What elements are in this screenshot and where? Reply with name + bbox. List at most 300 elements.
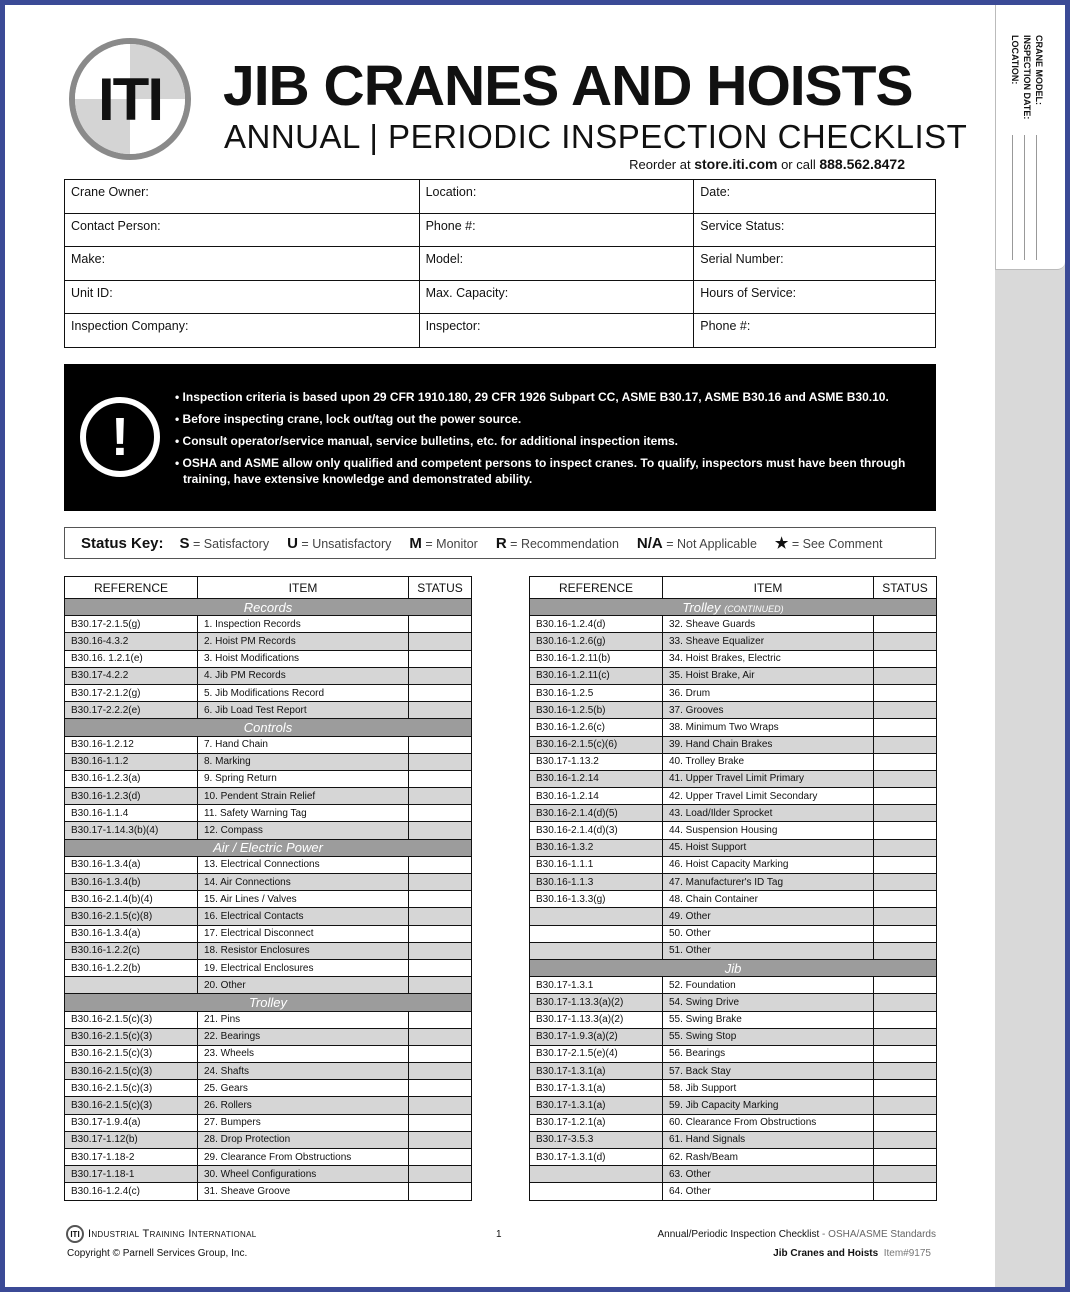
reference-cell: B30.16-1.2.5 (530, 684, 663, 701)
reference-cell: B30.17-1.2.1(a) (530, 1114, 663, 1131)
status-meaning: Satisfactory (203, 536, 270, 551)
status-cell[interactable] (409, 1063, 472, 1080)
reference-cell: B30.17-1.13.3(a)(2) (530, 994, 663, 1011)
status-cell[interactable] (409, 942, 472, 959)
status-cell[interactable] (409, 1028, 472, 1045)
item-cell: 50. Other (663, 925, 874, 942)
reference-cell: B30.17-3.5.3 (530, 1131, 663, 1148)
reference-cell: B30.17-1.13.2 (530, 753, 663, 770)
status-cell[interactable] (409, 1131, 472, 1148)
info-field[interactable]: Phone #: (694, 314, 936, 348)
reference-cell: B30.17-2.1.5(e)(4) (530, 1045, 663, 1062)
status-key-item (496, 535, 619, 552)
side-tab-fields (995, 5, 1065, 270)
table-row (65, 1097, 472, 1114)
status-cell[interactable] (874, 1131, 937, 1148)
table-row (65, 684, 472, 701)
reference-cell: B30.16-2.1.4(d)(5) (530, 805, 663, 822)
table-row (530, 1097, 937, 1114)
item-cell: 35. Hoist Brake, Air (663, 667, 874, 684)
item-cell: 64. Other (663, 1183, 874, 1200)
item-cell: 38. Minimum Two Wraps (663, 719, 874, 736)
section-name: Jib (724, 960, 742, 976)
status-cell[interactable] (409, 770, 472, 787)
status-cell[interactable] (409, 650, 472, 667)
status-cell[interactable] (874, 702, 937, 719)
notice-item: • Before inspecting crane, lock out/tag out the power source. (175, 412, 522, 426)
info-field[interactable]: Max. Capacity: (419, 280, 694, 314)
status-cell[interactable] (409, 667, 472, 684)
reorder-phone: 888.562.8472 (819, 156, 905, 172)
item-cell: 45. Hoist Support (663, 839, 874, 856)
status-meaning: Not Applicable (677, 536, 757, 551)
status-code: S (179, 534, 190, 552)
table-row (65, 1131, 472, 1148)
reference-cell: B30.16-2.1.5(c)(3) (65, 1045, 198, 1062)
item-cell: 47. Manufacturer's ID Tag (663, 874, 874, 891)
status-cell[interactable] (874, 1149, 937, 1166)
reference-cell: B30.17-1.14.3(b)(4) (65, 822, 198, 839)
table-row (530, 874, 937, 891)
status-cell[interactable] (874, 719, 937, 736)
table-row (530, 942, 937, 959)
item-cell: 5. Jib Modifications Record (198, 684, 409, 701)
table-row (530, 770, 937, 787)
status-cell[interactable] (874, 616, 937, 633)
status-cell[interactable] (409, 856, 472, 873)
reference-cell: B30.16-2.1.4(d)(3) (530, 822, 663, 839)
status-code: ★ (774, 535, 789, 552)
reference-cell: B30.17-2.2.2(e) (65, 702, 198, 719)
status-cell[interactable] (874, 908, 937, 925)
table-row (65, 736, 472, 753)
status-cell[interactable] (874, 667, 937, 684)
status-cell[interactable] (409, 788, 472, 805)
table-row (65, 667, 472, 684)
table-row (65, 1149, 472, 1166)
item-cell: 52. Foundation (663, 977, 874, 994)
status-meaning: Unsatisfactory (312, 536, 392, 551)
reference-cell: B30.17-1.12(b) (65, 1131, 198, 1148)
status-cell[interactable] (874, 856, 937, 873)
doc-title: Annual/Periodic Inspection Checklist (657, 1229, 820, 1240)
doc-title-line (605, 1229, 936, 1240)
table-row (65, 633, 472, 650)
item-cell: 39. Hand Chain Brakes (663, 736, 874, 753)
reference-cell: B30.16-2.1.5(c)(3) (65, 1080, 198, 1097)
status-key-item (409, 535, 477, 552)
reference-cell: B30.16-2.1.5(c)(3) (65, 1028, 198, 1045)
status-cell[interactable] (409, 1080, 472, 1097)
reference-cell (530, 1183, 663, 1200)
status-cell[interactable] (874, 788, 937, 805)
item-cell: 25. Gears (198, 1080, 409, 1097)
status-cell[interactable] (409, 753, 472, 770)
item-cell: 46. Hoist Capacity Marking (663, 856, 874, 873)
reference-cell: B30.17-1.9.4(a) (65, 1114, 198, 1131)
status-key-label: Status Key: (81, 534, 164, 552)
info-field[interactable]: Hours of Service: (694, 280, 936, 314)
status-cell[interactable] (409, 822, 472, 839)
reference-cell: B30.17-2.1.2(g) (65, 684, 198, 701)
status-cell[interactable] (874, 650, 937, 667)
item-cell: 1. Inspection Records (198, 616, 409, 633)
status-meaning: Monitor (436, 536, 478, 551)
reference-cell: B30.17-1.3.1(a) (530, 1063, 663, 1080)
status-cell[interactable] (409, 736, 472, 753)
reference-cell (530, 1166, 663, 1183)
reference-cell: B30.16-1.1.4 (65, 805, 198, 822)
table-row (65, 856, 472, 873)
section-note: (CONTINUED) (724, 603, 784, 614)
table-row (65, 616, 472, 633)
status-cell[interactable] (874, 1080, 937, 1097)
item-cell: 29. Clearance From Obstructions (198, 1149, 409, 1166)
notice-item: • Inspection criteria is based upon 29 CFR 1910.180, 29 CFR 1926 Subpart CC, ASME B30.17, ASME B30.16 and ASME B30.10. (175, 390, 889, 404)
table-row (530, 667, 937, 684)
status-cell[interactable] (874, 1011, 937, 1028)
item-cell: 23. Wheels (198, 1045, 409, 1062)
reference-cell: B30.16-1.2.11(b) (530, 650, 663, 667)
item-cell: 41. Upper Travel Limit Primary (663, 770, 874, 787)
reference-cell: B30.17-2.1.5(g) (65, 616, 198, 633)
item-cell: 15. Air Lines / Valves (198, 891, 409, 908)
section-name: Trolley (682, 599, 721, 615)
info-field[interactable]: Make: (65, 247, 420, 281)
side-crane-model-line[interactable] (1036, 135, 1037, 260)
item-cell: 57. Back Stay (663, 1063, 874, 1080)
status-cell[interactable] (409, 959, 472, 976)
column-header-status: STATUS (874, 577, 937, 599)
reorder-line (625, 156, 905, 172)
item-cell: 51. Other (663, 942, 874, 959)
reference-cell: B30.16-1.3.4(a) (65, 925, 198, 942)
status-cell[interactable] (409, 1045, 472, 1062)
item-cell: 59. Jib Capacity Marking (663, 1097, 874, 1114)
status-cell[interactable] (409, 805, 472, 822)
section-title (65, 719, 472, 736)
status-cell[interactable] (874, 994, 937, 1011)
reorder-url-link[interactable]: store.iti.com (694, 156, 778, 172)
status-code: U (287, 534, 298, 552)
table-row (530, 856, 937, 873)
reference-cell: B30.16-2.1.4(b)(4) (65, 891, 198, 908)
table-row (530, 702, 937, 719)
section-header (65, 599, 472, 616)
column-header-status: STATUS (409, 577, 472, 599)
table-row (65, 1045, 472, 1062)
info-field[interactable]: Contact Person: (65, 213, 420, 247)
section-title (530, 599, 937, 616)
status-cell[interactable] (874, 1028, 937, 1045)
side-location-line[interactable] (1012, 135, 1013, 260)
table-row (530, 650, 937, 667)
table-row (65, 770, 472, 787)
info-field[interactable]: Service Status: (694, 213, 936, 247)
status-cell[interactable] (874, 1166, 937, 1183)
item-cell: 34. Hoist Brakes, Electric (663, 650, 874, 667)
item-cell: 13. Electrical Connections (198, 856, 409, 873)
table-row (65, 959, 472, 976)
status-key (64, 527, 936, 559)
status-cell[interactable] (874, 942, 937, 959)
item-cell: 20. Other (198, 977, 409, 994)
table-row (530, 1183, 937, 1200)
reference-cell: B30.16-4.3.2 (65, 633, 198, 650)
reference-cell: B30.16-1.1.1 (530, 856, 663, 873)
side-crane-model-label: CRANE MODEL: (1034, 35, 1044, 105)
item-cell: 54. Swing Drive (663, 994, 874, 1011)
info-row (65, 180, 936, 214)
status-cell[interactable] (874, 770, 937, 787)
equals-sign: = (421, 536, 437, 551)
column-header-reference: REFERENCE (65, 577, 198, 599)
table-row (65, 805, 472, 822)
column-header-item: ITEM (663, 577, 874, 599)
item-cell: 28. Drop Protection (198, 1131, 409, 1148)
reference-cell: B30.16-1.2.14 (530, 788, 663, 805)
table-row (530, 822, 937, 839)
status-cell[interactable] (874, 805, 937, 822)
equals-sign: = (662, 536, 677, 551)
reference-cell: B30.16-1.2.3(a) (65, 770, 198, 787)
footer-brand-name: Industrial Training International (88, 1228, 257, 1240)
status-key-item (637, 535, 757, 552)
item-cell: 19. Electrical Enclosures (198, 959, 409, 976)
item-cell: 43. Load/Ilder Sprocket (663, 805, 874, 822)
item-cell: 60. Clearance From Obstructions (663, 1114, 874, 1131)
status-cell[interactable] (409, 1114, 472, 1131)
item-cell: 2. Hoist PM Records (198, 633, 409, 650)
table-row (530, 1028, 937, 1045)
page-subtitle: ANNUAL | PERIODIC INSPECTION CHECKLIST (224, 118, 968, 155)
info-field[interactable]: Serial Number: (694, 247, 936, 281)
table-row (65, 650, 472, 667)
equals-sign: = (189, 536, 204, 551)
info-row (65, 213, 936, 247)
item-cell: 44. Suspension Housing (663, 822, 874, 839)
status-cell[interactable] (409, 891, 472, 908)
item-cell: 24. Shafts (198, 1063, 409, 1080)
reference-cell: B30.16-2.1.5(c)(3) (65, 1063, 198, 1080)
item-cell: 27. Bumpers (198, 1114, 409, 1131)
table-row (65, 1080, 472, 1097)
item-cell: 3. Hoist Modifications (198, 650, 409, 667)
iti-logo (69, 38, 191, 160)
reference-cell: B30.16-1.2.2(c) (65, 942, 198, 959)
equals-sign: = (788, 537, 803, 551)
item-cell: 12. Compass (198, 822, 409, 839)
info-field[interactable]: Location: (419, 180, 694, 214)
reference-cell: B30.16-2.1.5(c)(8) (65, 908, 198, 925)
section-header (65, 994, 472, 1011)
item-cell: 8. Marking (198, 753, 409, 770)
section-header (530, 599, 937, 616)
info-field[interactable]: Crane Owner: (65, 180, 420, 214)
item-cell: 30. Wheel Configurations (198, 1166, 409, 1183)
status-cell[interactable] (409, 684, 472, 701)
item-cell: 62. Rash/Beam (663, 1149, 874, 1166)
reference-cell (530, 908, 663, 925)
reference-cell: B30.16-1.2.5(b) (530, 702, 663, 719)
item-cell: 42. Upper Travel Limit Secondary (663, 788, 874, 805)
table-row (65, 788, 472, 805)
status-cell[interactable] (874, 891, 937, 908)
status-cell[interactable] (874, 633, 937, 650)
table-row (65, 1166, 472, 1183)
reference-cell (530, 925, 663, 942)
info-row (65, 280, 936, 314)
table-row (530, 684, 937, 701)
status-cell[interactable] (874, 839, 937, 856)
notice-item: • Consult operator/service manual, service bulletins, etc. for additional inspection items. (175, 434, 678, 448)
info-field[interactable]: Unit ID: (65, 280, 420, 314)
table-row (530, 753, 937, 770)
side-inspection-date-line[interactable] (1024, 135, 1025, 260)
side-location-label: LOCATION: (1010, 35, 1020, 85)
table-row (65, 1028, 472, 1045)
table-row (65, 753, 472, 770)
section-title (65, 994, 472, 1011)
equals-sign: = (297, 536, 313, 551)
reference-cell: B30.16-1.2.14 (530, 770, 663, 787)
item-cell: 31. Sheave Groove (198, 1183, 409, 1200)
status-cell[interactable] (409, 633, 472, 650)
safety-notice (64, 364, 936, 511)
status-cell[interactable] (409, 1097, 472, 1114)
reference-cell: B30.16-1.2.11(c) (530, 667, 663, 684)
table-row (65, 1114, 472, 1131)
item-cell: 22. Bearings (198, 1028, 409, 1045)
reference-cell: B30.16-1.2.2(b) (65, 959, 198, 976)
reference-cell: B30.16-2.1.5(c)(3) (65, 1097, 198, 1114)
table-row (530, 1149, 937, 1166)
status-cell[interactable] (874, 874, 937, 891)
item-cell: 7. Hand Chain (198, 736, 409, 753)
info-field[interactable]: Inspection Company: (65, 314, 420, 348)
status-cell[interactable] (874, 736, 937, 753)
page-title: JIB CRANES AND HOISTS (223, 54, 913, 118)
info-field[interactable]: Phone #: (419, 213, 694, 247)
table-row (65, 1011, 472, 1028)
item-cell: 16. Electrical Contacts (198, 908, 409, 925)
info-field[interactable]: Date: (694, 180, 936, 214)
status-cell[interactable] (409, 908, 472, 925)
status-cell[interactable] (874, 822, 937, 839)
info-row (65, 314, 936, 348)
reference-cell: B30.16-1.2.4(d) (530, 616, 663, 633)
notice-item: • OSHA and ASME allow only qualified and competent persons to inspect cranes. To qualify, inspectors must have been through training, have extensive knowledge and demonstrated ability. (175, 456, 906, 486)
equals-sign: = (506, 536, 521, 551)
page-number: 1 (496, 1229, 502, 1240)
section-name: Air / Electric Power (213, 840, 323, 856)
section-title (65, 839, 472, 856)
table-row (530, 839, 937, 856)
status-cell[interactable] (409, 1149, 472, 1166)
section-header (530, 959, 937, 976)
reference-cell: B30.16-1.2.3(d) (65, 788, 198, 805)
item-cell: 6. Jib Load Test Report (198, 702, 409, 719)
item-cell: 14. Air Connections (198, 874, 409, 891)
table-row (65, 822, 472, 839)
status-cell[interactable] (874, 1045, 937, 1062)
item-number: Item#9175 (883, 1248, 931, 1259)
reference-cell: B30.17-1.3.1(a) (530, 1097, 663, 1114)
table-row (530, 1063, 937, 1080)
status-cell[interactable] (409, 1183, 472, 1200)
status-cell[interactable] (874, 1183, 937, 1200)
item-cell: 17. Electrical Disconnect (198, 925, 409, 942)
reorder-mid: or call (777, 157, 820, 172)
copyright: Copyright © Parnell Services Group, Inc. (67, 1248, 248, 1259)
status-cell[interactable] (874, 925, 937, 942)
table-row (65, 977, 472, 994)
status-cell[interactable] (409, 1166, 472, 1183)
table-row (530, 1080, 937, 1097)
table-row (530, 908, 937, 925)
item-cell: 58. Jib Support (663, 1080, 874, 1097)
status-cell[interactable] (409, 874, 472, 891)
section-name: Trolley (248, 994, 288, 1010)
status-cell[interactable] (874, 1114, 937, 1131)
section-title (530, 959, 937, 976)
section-header (65, 839, 472, 856)
section-name: Records (243, 599, 293, 615)
status-meaning: See Comment (802, 537, 883, 551)
reference-cell: B30.16-2.1.5(c)(6) (530, 736, 663, 753)
item-cell: 9. Spring Return (198, 770, 409, 787)
reference-cell (530, 942, 663, 959)
table-row (65, 874, 472, 891)
info-field[interactable]: Model: (419, 247, 694, 281)
table-row (530, 891, 937, 908)
reference-cell: B30.16-1.2.12 (65, 736, 198, 753)
reference-cell: B30.17-1.3.1(d) (530, 1149, 663, 1166)
reference-cell: B30.16-2.1.5(c)(3) (65, 1011, 198, 1028)
table-row (530, 1114, 937, 1131)
status-cell[interactable] (874, 684, 937, 701)
status-cell[interactable] (409, 925, 472, 942)
item-cell: 37. Grooves (663, 702, 874, 719)
status-cell[interactable] (409, 977, 472, 994)
item-cell: 48. Chain Container (663, 891, 874, 908)
info-field[interactable]: Inspector: (419, 314, 694, 348)
table-row (65, 702, 472, 719)
item-cell: 26. Rollers (198, 1097, 409, 1114)
status-cell[interactable] (874, 977, 937, 994)
status-code: N/A (636, 534, 663, 552)
table-row (530, 805, 937, 822)
checklist-page (5, 5, 1065, 1287)
status-cell[interactable] (409, 1011, 472, 1028)
table-row (530, 1131, 937, 1148)
table-row (530, 616, 937, 633)
section-header (65, 719, 472, 736)
table-row (530, 736, 937, 753)
item-cell: 63. Other (663, 1166, 874, 1183)
reference-cell: B30.17-1.9.3(a)(2) (530, 1028, 663, 1045)
status-cell[interactable] (874, 753, 937, 770)
status-cell[interactable] (409, 616, 472, 633)
reference-cell: B30.17-4.2.2 (65, 667, 198, 684)
doc-name: Jib Cranes and Hoists (773, 1248, 879, 1259)
reference-cell: B30.17-1.3.1(a) (530, 1080, 663, 1097)
status-cell[interactable] (874, 1063, 937, 1080)
reference-cell: B30.16-1.3.3(g) (530, 891, 663, 908)
checklist-table-left (64, 576, 472, 1201)
status-cell[interactable] (874, 1097, 937, 1114)
status-cell[interactable] (409, 702, 472, 719)
